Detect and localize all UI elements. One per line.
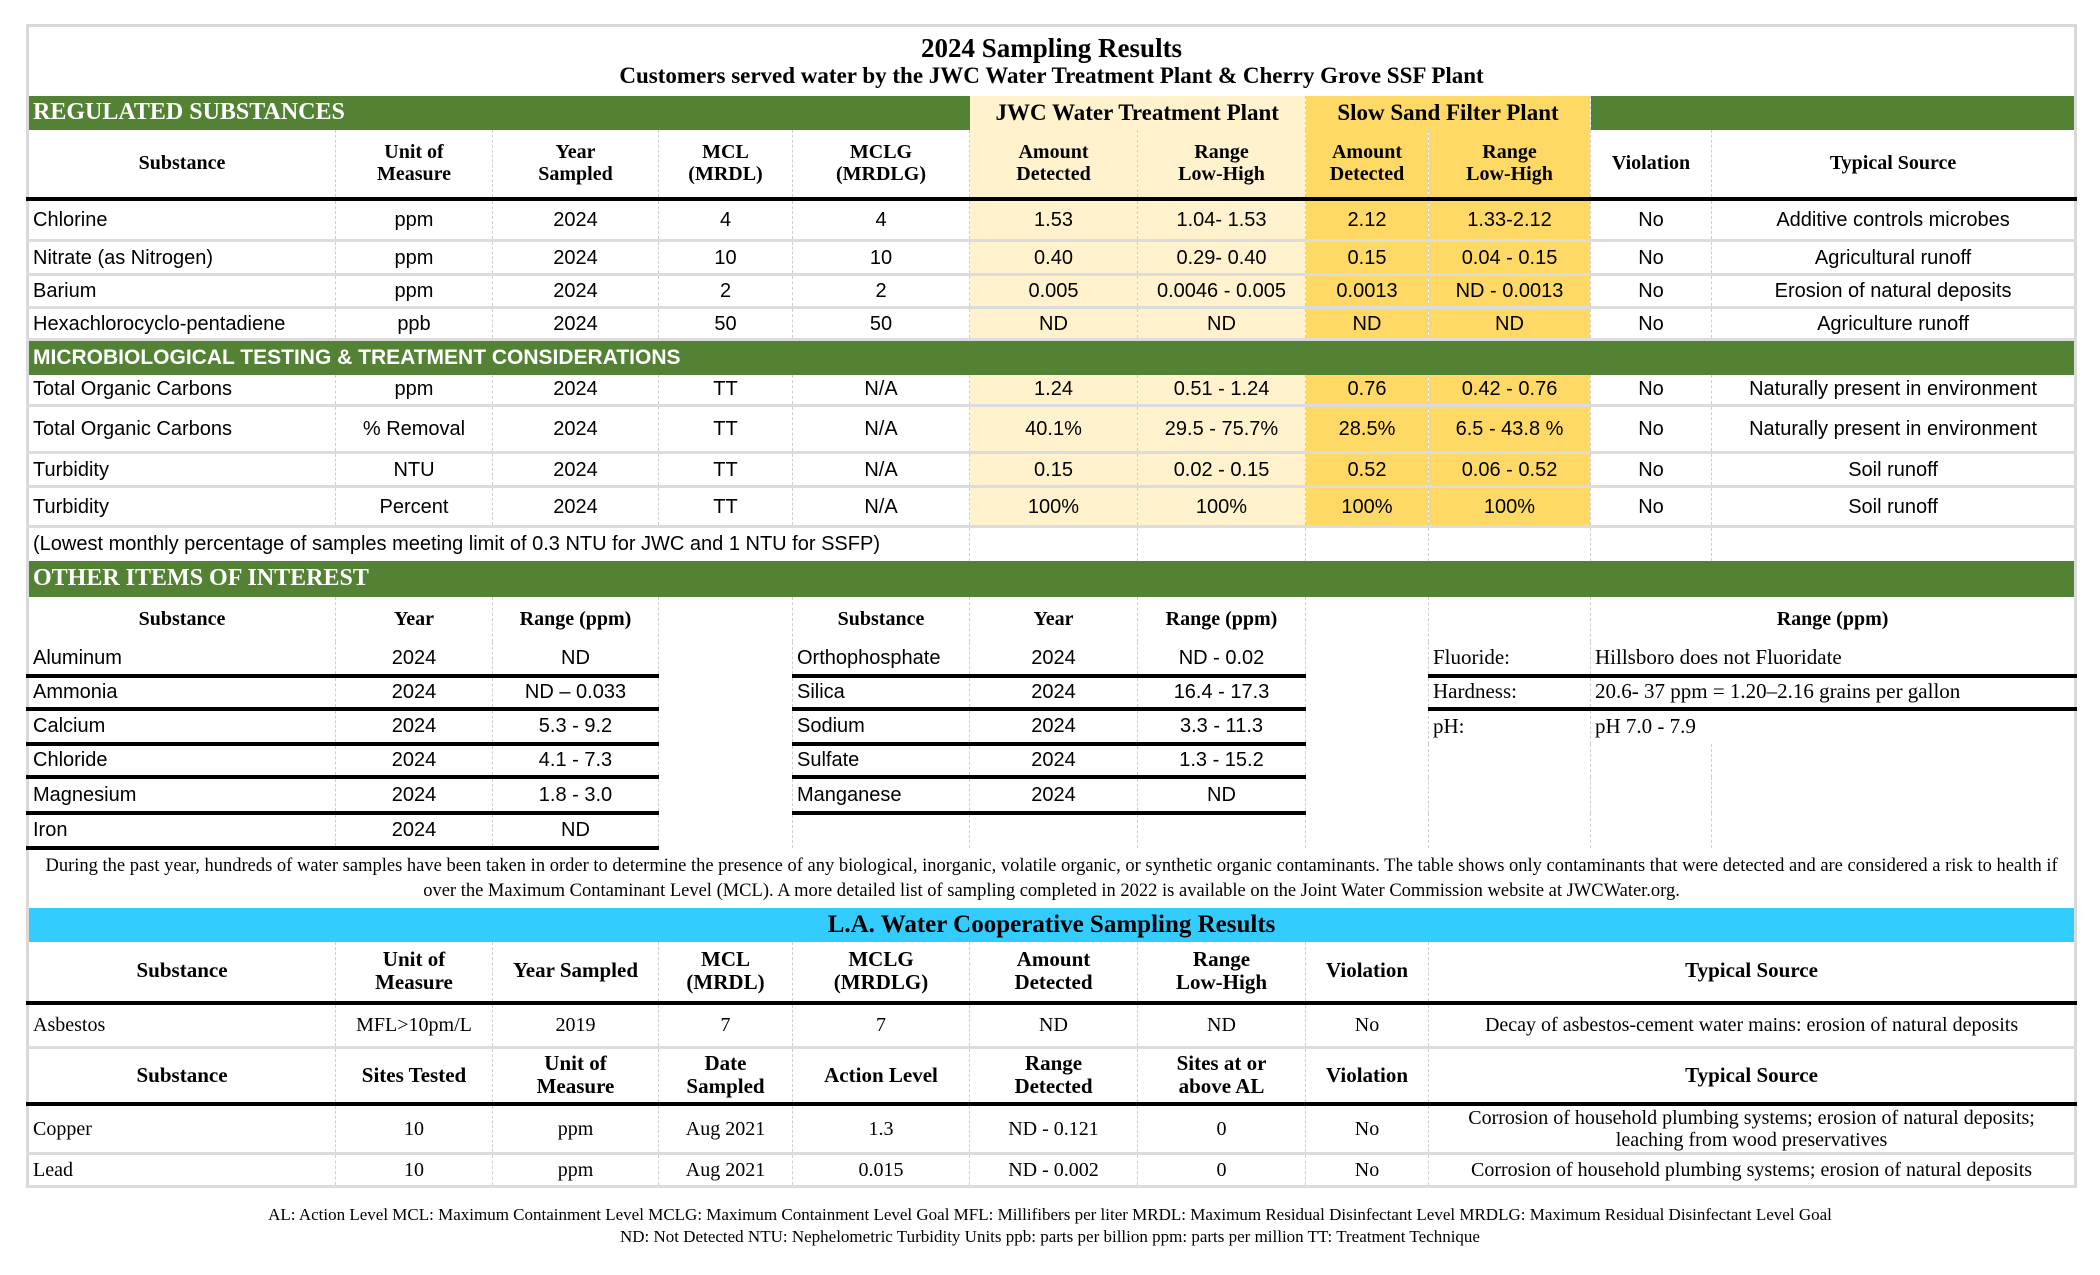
column-header: Range (ppm) bbox=[1591, 597, 2076, 642]
table-cell: ND bbox=[1429, 308, 1591, 340]
band-spacer bbox=[1591, 96, 1712, 130]
table-cell: 40.1% bbox=[970, 406, 1138, 453]
column-header: MCL (MRDL) bbox=[659, 130, 793, 199]
parameter-value: pH 7.0 - 7.9 bbox=[1591, 709, 2076, 744]
other-row bbox=[28, 642, 2076, 676]
table-cell: Additive controls microbes bbox=[1712, 199, 2076, 241]
table-cell: 29.5 - 75.7% bbox=[1138, 406, 1306, 453]
empty-cell bbox=[1306, 813, 1429, 848]
table-cell: 2024 bbox=[336, 676, 493, 709]
table-cell: 0.76 bbox=[1306, 375, 1429, 406]
column-header: Sites at or above AL bbox=[1138, 1048, 1306, 1104]
table-cell: N/A bbox=[793, 375, 970, 406]
table-cell: 0.29- 0.40 bbox=[1138, 241, 1306, 275]
table-cell: 0.04 - 0.15 bbox=[1429, 241, 1591, 275]
table-cell: Decay of asbestos-cement water mains: erosion of natural deposits bbox=[1429, 1003, 2076, 1048]
table-cell: ND bbox=[1306, 308, 1429, 340]
table-cell: 100% bbox=[970, 487, 1138, 527]
table-cell: 6.5 - 43.8 % bbox=[1429, 406, 1591, 453]
empty-cell bbox=[793, 813, 970, 848]
disclaimer-paragraph: During the past year, hundreds of water samples have been taken in order to determine the presence of any biological, inorganic, volatile organic, or synthetic organic contaminants. The table shows only contaminants that were detected and are considered a risk to health if over the Maximum Contaminant Level (MCL). A more detailed list of sampling completed in 2022 is available on the Joint Water Commission website at JWCWater.org. bbox=[28, 848, 2076, 908]
table-cell: 2024 bbox=[336, 777, 493, 813]
other-row bbox=[28, 709, 2076, 744]
table-cell: Naturally present in environment bbox=[1712, 375, 2076, 406]
regulated-row bbox=[28, 275, 2076, 308]
report-title: 2024 Sampling Results bbox=[921, 32, 1183, 63]
empty-cell bbox=[659, 813, 793, 848]
column-header: Sites Tested bbox=[336, 1048, 493, 1104]
table-cell: Iron bbox=[28, 813, 336, 848]
table-cell: ppm bbox=[336, 241, 493, 275]
table-cell: 0.06 - 0.52 bbox=[1429, 453, 1591, 487]
parameter-label: Fluoride: bbox=[1429, 642, 1591, 676]
table-cell: Copper bbox=[28, 1104, 336, 1154]
table-cell: No bbox=[1591, 406, 1712, 453]
la-band bbox=[28, 908, 2076, 942]
column-header: Action Level bbox=[793, 1048, 970, 1104]
column-header: Unit of Measure bbox=[336, 942, 493, 1003]
title-row bbox=[28, 26, 2076, 96]
table-cell: N/A bbox=[793, 406, 970, 453]
empty-cell bbox=[1306, 676, 1429, 709]
table-cell: Lead bbox=[28, 1154, 336, 1187]
column-header: Range Detected bbox=[970, 1048, 1138, 1104]
micro-band bbox=[28, 340, 2076, 375]
table-cell: ppm bbox=[336, 275, 493, 308]
empty-cell bbox=[1591, 744, 1712, 777]
empty-cell bbox=[659, 676, 793, 709]
empty-cell bbox=[1306, 527, 1429, 561]
column-header: Substance bbox=[28, 130, 336, 199]
empty-cell bbox=[1712, 813, 2076, 848]
table-cell: 100% bbox=[1306, 487, 1429, 527]
table-cell: No bbox=[1306, 1003, 1429, 1048]
table-cell: 2024 bbox=[336, 744, 493, 777]
table-cell: Manganese bbox=[793, 777, 970, 813]
table-cell: TT bbox=[659, 375, 793, 406]
table-cell: 1.3 bbox=[793, 1104, 970, 1154]
table-cell: TT bbox=[659, 453, 793, 487]
table-cell: No bbox=[1591, 275, 1712, 308]
micro-row bbox=[28, 375, 2076, 406]
other-row bbox=[28, 676, 2076, 709]
table-cell: 0.0013 bbox=[1306, 275, 1429, 308]
table-cell: Soil runoff bbox=[1712, 487, 2076, 527]
column-header: Range Low-High bbox=[1429, 130, 1591, 199]
band-spacer bbox=[1712, 96, 2076, 130]
empty-cell bbox=[1306, 709, 1429, 744]
table-cell: 2024 bbox=[493, 241, 659, 275]
table-cell: 0.51 - 1.24 bbox=[1138, 375, 1306, 406]
column-header: Amount Detected bbox=[970, 942, 1138, 1003]
table-cell: ND bbox=[970, 1003, 1138, 1048]
table-cell: 100% bbox=[1138, 487, 1306, 527]
table-cell: 1.8 - 3.0 bbox=[493, 777, 659, 813]
table-cell: Asbestos bbox=[28, 1003, 336, 1048]
column-header: Unit of Measure bbox=[493, 1048, 659, 1104]
table-cell: 7 bbox=[659, 1003, 793, 1048]
empty-cell bbox=[1429, 527, 1591, 561]
abbreviations-line-2: ND: Not Detected NTU: Nephelometric Turbidity Units ppb: parts per billion ppm: parts per million TT: Treatment Technique bbox=[620, 1227, 1480, 1246]
la-asbestos-row bbox=[28, 1003, 2076, 1048]
table-cell: 2024 bbox=[336, 709, 493, 744]
table-cell: ppm bbox=[493, 1154, 659, 1187]
empty-cell bbox=[659, 777, 793, 813]
column-header: Date Sampled bbox=[659, 1048, 793, 1104]
column-header: Range Low-High bbox=[1138, 130, 1306, 199]
table-cell: Turbidity bbox=[28, 487, 336, 527]
table-cell: No bbox=[1591, 308, 1712, 340]
la-row bbox=[28, 1104, 2076, 1154]
table-cell: Turbidity bbox=[28, 453, 336, 487]
table-cell: Agriculture runoff bbox=[1712, 308, 2076, 340]
table-cell: 0 bbox=[1138, 1154, 1306, 1187]
paragraph-row bbox=[28, 848, 2076, 908]
table-cell: Magnesium bbox=[28, 777, 336, 813]
micro-row bbox=[28, 487, 2076, 527]
empty-cell bbox=[1591, 813, 1712, 848]
column-header: Amount Detected bbox=[1306, 130, 1429, 199]
table-cell: 4 bbox=[793, 199, 970, 241]
empty-cell bbox=[1591, 527, 1712, 561]
section-header-regulated: REGULATED SUBSTANCES bbox=[28, 96, 970, 130]
table-cell: ND bbox=[493, 642, 659, 676]
table-cell: N/A bbox=[793, 453, 970, 487]
empty-cell bbox=[1712, 777, 2076, 813]
empty-cell bbox=[1429, 744, 1591, 777]
column-header: Typical Source bbox=[1712, 130, 2076, 199]
regulated-header-row bbox=[28, 130, 2076, 199]
column-header: Range Low-High bbox=[1138, 942, 1306, 1003]
table-cell: ND - 0.0013 bbox=[1429, 275, 1591, 308]
table-cell: Soil runoff bbox=[1712, 453, 2076, 487]
other-band bbox=[28, 561, 2076, 597]
table-cell: Nitrate (as Nitrogen) bbox=[28, 241, 336, 275]
parameter-label: Hardness: bbox=[1429, 676, 1591, 709]
table-cell: 0.52 bbox=[1306, 453, 1429, 487]
regulated-row bbox=[28, 199, 2076, 241]
table-cell: Corrosion of household plumbing systems; erosion of natural deposits bbox=[1429, 1154, 2076, 1187]
section-header-other-items: OTHER ITEMS OF INTEREST bbox=[28, 561, 2076, 597]
table-cell: MFL>10pm/L bbox=[336, 1003, 493, 1048]
column-header: Year Sampled bbox=[493, 130, 659, 199]
regulated-row bbox=[28, 308, 2076, 340]
table-cell: ppm bbox=[493, 1104, 659, 1154]
table-cell: No bbox=[1591, 375, 1712, 406]
table-cell: 0.015 bbox=[793, 1154, 970, 1187]
table-cell: No bbox=[1306, 1104, 1429, 1154]
column-header: Range (ppm) bbox=[1138, 597, 1306, 642]
section-header-la-water: L.A. Water Cooperative Sampling Results bbox=[28, 908, 2076, 942]
page-title bbox=[28, 26, 2076, 96]
table-cell: 2 bbox=[659, 275, 793, 308]
empty-cell bbox=[1712, 744, 2076, 777]
regulated-row bbox=[28, 241, 2076, 275]
empty-cell bbox=[1591, 777, 1712, 813]
other-header-row bbox=[28, 597, 2076, 642]
table-cell: Naturally present in environment bbox=[1712, 406, 2076, 453]
table-cell: 1.33-2.12 bbox=[1429, 199, 1591, 241]
table-cell: No bbox=[1591, 241, 1712, 275]
table-cell: 28.5% bbox=[1306, 406, 1429, 453]
empty-cell bbox=[1712, 527, 2076, 561]
table-cell: Chloride bbox=[28, 744, 336, 777]
sampling-results-table bbox=[26, 24, 2077, 1188]
table-cell: 0 bbox=[1138, 1104, 1306, 1154]
column-header: Substance bbox=[28, 597, 336, 642]
table-cell: Corrosion of household plumbing systems; erosion of natural deposits; leaching from wood preservatives bbox=[1429, 1104, 2076, 1154]
column-header: Violation bbox=[1591, 130, 1712, 199]
empty-cell bbox=[1306, 642, 1429, 676]
report-subtitle: Customers served water by the JWC Water Treatment Plant & Cherry Grove SSF Plant bbox=[619, 63, 1484, 89]
table-cell: TT bbox=[659, 406, 793, 453]
table-cell: 50 bbox=[793, 308, 970, 340]
empty-cell bbox=[659, 744, 793, 777]
table-cell: 2.12 bbox=[1306, 199, 1429, 241]
table-cell: 7 bbox=[793, 1003, 970, 1048]
table-cell: 16.4 - 17.3 bbox=[1138, 676, 1306, 709]
column-header: Year bbox=[970, 597, 1138, 642]
table-cell: Ammonia bbox=[28, 676, 336, 709]
table-cell: 2024 bbox=[493, 406, 659, 453]
table-cell: Calcium bbox=[28, 709, 336, 744]
empty-cell bbox=[1306, 777, 1429, 813]
table-cell: Aug 2021 bbox=[659, 1104, 793, 1154]
table-cell: No bbox=[1306, 1154, 1429, 1187]
table-cell: N/A bbox=[793, 487, 970, 527]
table-cell: Sulfate bbox=[793, 744, 970, 777]
column-header: MCL (MRDL) bbox=[659, 942, 793, 1003]
table-cell: 2024 bbox=[336, 642, 493, 676]
other-row bbox=[28, 744, 2076, 777]
table-cell: 3.3 - 11.3 bbox=[1138, 709, 1306, 744]
table-cell: ppm bbox=[336, 375, 493, 406]
table-cell: 2024 bbox=[493, 199, 659, 241]
table-cell: Percent bbox=[336, 487, 493, 527]
table-cell: 2 bbox=[793, 275, 970, 308]
table-cell: 50 bbox=[659, 308, 793, 340]
table-cell: Sodium bbox=[793, 709, 970, 744]
table-cell: 2024 bbox=[970, 642, 1138, 676]
column-header: Year Sampled bbox=[493, 942, 659, 1003]
table-cell: TT bbox=[659, 487, 793, 527]
jwc-plant-header: JWC Water Treatment Plant bbox=[970, 96, 1306, 130]
other-row bbox=[28, 813, 2076, 848]
la-header-row-2 bbox=[28, 1048, 2076, 1104]
empty-cell bbox=[659, 642, 793, 676]
table-cell: 0.42 - 0.76 bbox=[1429, 375, 1591, 406]
column-header: Violation bbox=[1306, 942, 1429, 1003]
table-cell: 2024 bbox=[970, 676, 1138, 709]
table-cell: Erosion of natural deposits bbox=[1712, 275, 2076, 308]
column-header: Substance bbox=[793, 597, 970, 642]
other-row bbox=[28, 777, 2076, 813]
table-cell: Silica bbox=[793, 676, 970, 709]
empty-cell bbox=[1306, 597, 1429, 642]
column-header: Amount Detected bbox=[970, 130, 1138, 199]
table-cell: Chlorine bbox=[28, 199, 336, 241]
empty-cell bbox=[1138, 813, 1306, 848]
table-cell: 0.40 bbox=[970, 241, 1138, 275]
empty-cell bbox=[659, 709, 793, 744]
table-cell: 1.04- 1.53 bbox=[1138, 199, 1306, 241]
column-header: Year bbox=[336, 597, 493, 642]
table-cell: 2019 bbox=[493, 1003, 659, 1048]
table-cell: ND bbox=[1138, 1003, 1306, 1048]
table-cell: 0.0046 - 0.005 bbox=[1138, 275, 1306, 308]
table-cell: 0.005 bbox=[970, 275, 1138, 308]
empty-cell bbox=[1306, 744, 1429, 777]
empty-cell bbox=[970, 527, 1138, 561]
column-header: MCLG (MRDLG) bbox=[793, 130, 970, 199]
ssf-plant-header: Slow Sand Filter Plant bbox=[1306, 96, 1591, 130]
column-header: Typical Source bbox=[1429, 942, 2076, 1003]
empty-cell bbox=[1429, 597, 1591, 642]
table-cell: % Removal bbox=[336, 406, 493, 453]
table-cell: No bbox=[1591, 199, 1712, 241]
table-cell: Aluminum bbox=[28, 642, 336, 676]
table-cell: 2024 bbox=[970, 709, 1138, 744]
table-cell: 10 bbox=[659, 241, 793, 275]
table-cell: ND bbox=[1138, 308, 1306, 340]
la-header-row bbox=[28, 942, 2076, 1003]
table-cell: 0.15 bbox=[1306, 241, 1429, 275]
table-cell: ND – 0.033 bbox=[493, 676, 659, 709]
empty-cell bbox=[1429, 813, 1591, 848]
table-cell: ND bbox=[493, 813, 659, 848]
column-header: MCLG (MRDLG) bbox=[793, 942, 970, 1003]
note-row bbox=[28, 527, 2076, 561]
table-cell: 10 bbox=[336, 1154, 493, 1187]
table-cell: ND - 0.02 bbox=[1138, 642, 1306, 676]
column-header: Substance bbox=[28, 942, 336, 1003]
table-cell: 10 bbox=[793, 241, 970, 275]
table-cell: ND - 0.121 bbox=[970, 1104, 1138, 1154]
table-cell: 2024 bbox=[970, 777, 1138, 813]
table-cell: Orthophosphate bbox=[793, 642, 970, 676]
table-cell: 2024 bbox=[493, 453, 659, 487]
table-cell: No bbox=[1591, 453, 1712, 487]
table-cell: Aug 2021 bbox=[659, 1154, 793, 1187]
parameter-label: pH: bbox=[1429, 709, 1591, 744]
table-cell: 5.3 - 9.2 bbox=[493, 709, 659, 744]
table-cell: 100% bbox=[1429, 487, 1591, 527]
table-cell: Total Organic Carbons bbox=[28, 375, 336, 406]
parameter-value: Hillsboro does not Fluoridate bbox=[1591, 642, 2076, 676]
table-cell: 10 bbox=[336, 1104, 493, 1154]
table-cell: Agricultural runoff bbox=[1712, 241, 2076, 275]
table-cell: ND bbox=[1138, 777, 1306, 813]
micro-row bbox=[28, 406, 2076, 453]
empty-cell bbox=[659, 597, 793, 642]
column-header: Substance bbox=[28, 1048, 336, 1104]
table-cell: 2024 bbox=[493, 375, 659, 406]
table-cell: 2024 bbox=[970, 744, 1138, 777]
empty-cell bbox=[1429, 777, 1591, 813]
table-cell: 0.02 - 0.15 bbox=[1138, 453, 1306, 487]
table-cell: 2024 bbox=[493, 308, 659, 340]
column-header: Range (ppm) bbox=[493, 597, 659, 642]
table-cell: 1.24 bbox=[970, 375, 1138, 406]
table-cell: 2024 bbox=[493, 275, 659, 308]
table-cell: 1.3 - 15.2 bbox=[1138, 744, 1306, 777]
column-header: Typical Source bbox=[1429, 1048, 2076, 1104]
table-cell: ppm bbox=[336, 199, 493, 241]
empty-cell bbox=[970, 813, 1138, 848]
abbreviations-line-1: AL: Action Level MCL: Maximum Containment Level MCLG: Maximum Containment Level Goal MFL: Millifibers per liter MRDL: Maximum Residual Disinfectant Level MRDLG: Maximum Residual Disinfectant Level Goal bbox=[268, 1205, 1832, 1224]
table-cell: 4 bbox=[659, 199, 793, 241]
table-cell: Barium bbox=[28, 275, 336, 308]
table-cell: 1.53 bbox=[970, 199, 1138, 241]
table-cell: No bbox=[1591, 487, 1712, 527]
table-cell: Hexachlorocyclo-pentadiene bbox=[28, 308, 336, 340]
table-cell: Total Organic Carbons bbox=[28, 406, 336, 453]
table-cell: ppb bbox=[336, 308, 493, 340]
column-header: Unit of Measure bbox=[336, 130, 493, 199]
table-cell: 4.1 - 7.3 bbox=[493, 744, 659, 777]
table-cell: 2024 bbox=[336, 813, 493, 848]
section-header-microbiological: MICROBIOLOGICAL TESTING & TREATMENT CONSIDERATIONS bbox=[28, 340, 2076, 375]
empty-cell bbox=[1138, 527, 1306, 561]
table-cell: 0.15 bbox=[970, 453, 1138, 487]
table-cell: 2024 bbox=[493, 487, 659, 527]
micro-row bbox=[28, 453, 2076, 487]
parameter-value: 20.6- 37 ppm = 1.20–2.16 grains per gallon bbox=[1591, 676, 2076, 709]
turbidity-note: (Lowest monthly percentage of samples meeting limit of 0.3 NTU for JWC and 1 NTU for SSFP) bbox=[28, 527, 970, 561]
table-cell: ND - 0.002 bbox=[970, 1154, 1138, 1187]
table-cell: ND bbox=[970, 308, 1138, 340]
la-row bbox=[28, 1154, 2076, 1187]
column-header: Violation bbox=[1306, 1048, 1429, 1104]
regulated-band bbox=[28, 96, 2076, 130]
table-cell: NTU bbox=[336, 453, 493, 487]
